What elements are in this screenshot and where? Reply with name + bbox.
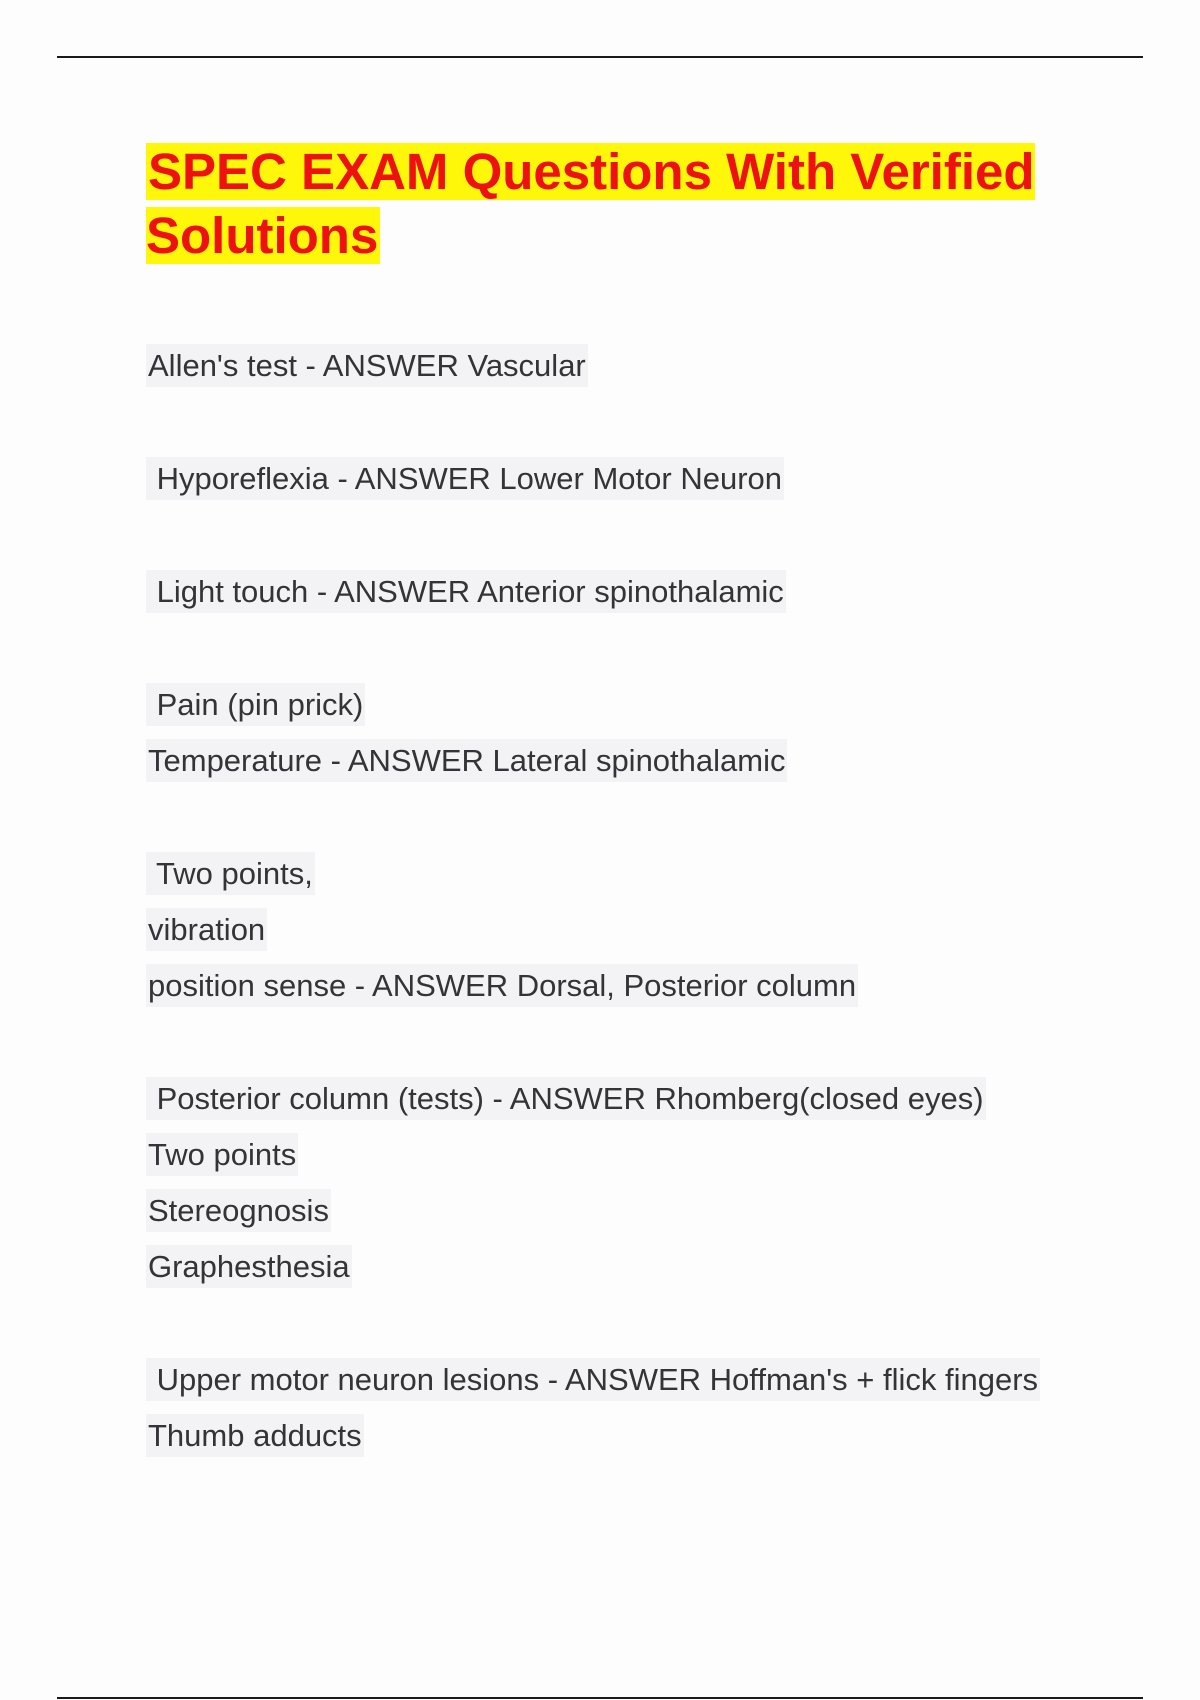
- qa-line-text: vibration: [146, 908, 267, 951]
- qa-line-text: Upper motor neuron lesions - ANSWER Hoffman's + flick fingers: [146, 1358, 1040, 1401]
- qa-line-text: Posterior column (tests) - ANSWER Rhomberg(closed eyes): [146, 1077, 986, 1120]
- qa-line: [146, 1408, 1146, 1464]
- entry-gap: [146, 789, 1146, 846]
- qa-line-text: Graphesthesia: [146, 1245, 352, 1288]
- qa-line-text: Two points: [146, 1133, 298, 1176]
- qa-line: [146, 902, 1146, 958]
- title-block: [146, 140, 1096, 268]
- qa-line-text: Two points,: [146, 852, 315, 895]
- qa-line-text: Stereognosis: [146, 1189, 331, 1232]
- qa-line-text: Hyporeflexia - ANSWER Lower Motor Neuron: [146, 457, 784, 500]
- qa-list: [146, 338, 1146, 1464]
- entry-gap: [146, 1014, 1146, 1071]
- qa-line: [146, 1183, 1146, 1239]
- qa-line-text: position sense - ANSWER Dorsal, Posterior column: [146, 964, 858, 1007]
- qa-line: [146, 338, 1146, 394]
- bottom-rule: [57, 1697, 1143, 1699]
- qa-line: [146, 1239, 1146, 1295]
- qa-line: [146, 451, 1146, 507]
- entry-gap: [146, 620, 1146, 677]
- qa-line: [146, 846, 1146, 902]
- qa-line: [146, 677, 1146, 733]
- document-title: [146, 140, 1096, 268]
- entry-gap: [146, 394, 1146, 451]
- entry-gap: [146, 1295, 1146, 1352]
- qa-line: [146, 733, 1146, 789]
- qa-line-text: Pain (pin prick): [146, 683, 365, 726]
- qa-line-text: Thumb adducts: [146, 1414, 364, 1457]
- qa-line: [146, 958, 1146, 1014]
- qa-line-text: Light touch - ANSWER Anterior spinothalamic: [146, 570, 786, 613]
- qa-line-text: Allen's test - ANSWER Vascular: [146, 344, 588, 387]
- qa-line: [146, 1071, 1146, 1127]
- qa-line: [146, 1352, 1146, 1408]
- top-rule: [57, 56, 1143, 58]
- entry-gap: [146, 507, 1146, 564]
- qa-line-text: Temperature - ANSWER Lateral spinothalamic: [146, 739, 787, 782]
- document-title-text: SPEC EXAM Questions With Verified Solutions: [146, 143, 1035, 264]
- qa-line: [146, 1127, 1146, 1183]
- qa-line: [146, 564, 1146, 620]
